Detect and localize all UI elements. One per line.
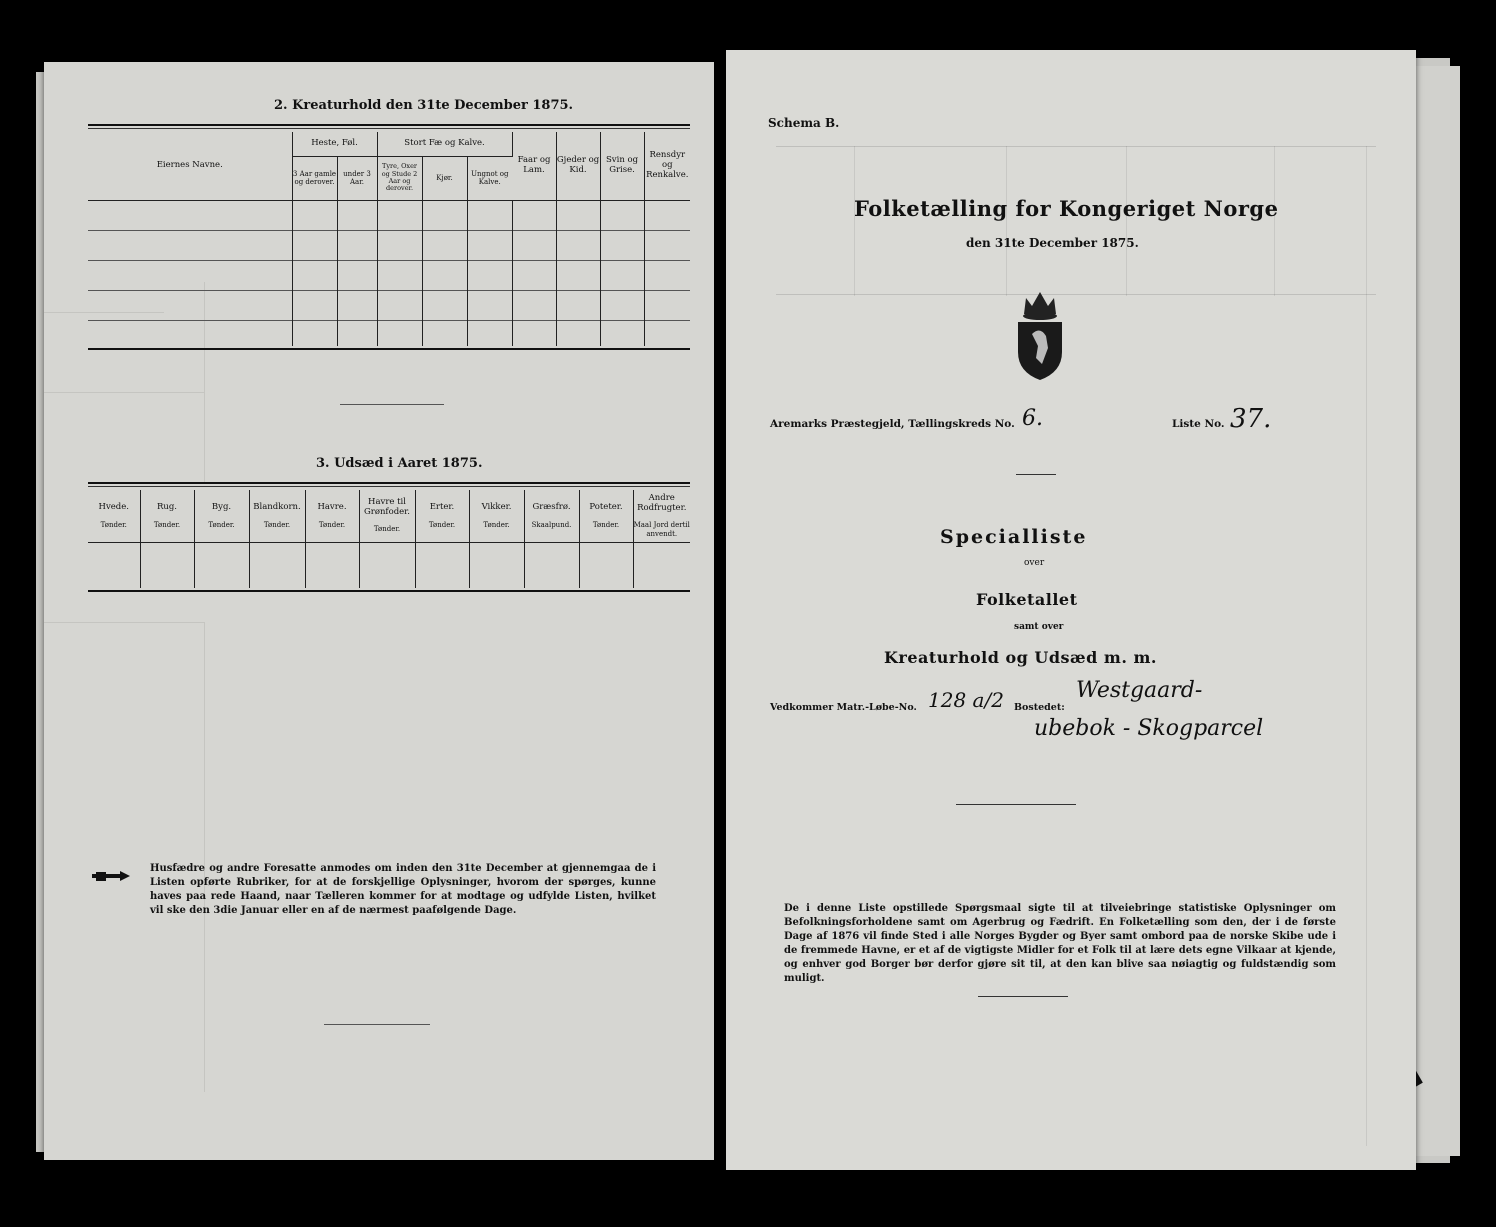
bleed-through — [44, 392, 204, 393]
parish-label: Aremarks Præstegjeld, Tællingskreds No. — [770, 418, 1015, 430]
horses-young-header: under 3 Aar. — [337, 156, 377, 200]
table-top-rule — [88, 482, 690, 484]
seed-column-header — [140, 490, 194, 542]
folketallet-title: Folketallet — [976, 590, 1078, 609]
seed-crop-label: Blandkorn. — [253, 501, 301, 512]
seed-column-header — [249, 490, 305, 542]
seed-column-header — [633, 490, 690, 542]
bleed-through — [776, 294, 1376, 295]
seed-column-header — [579, 490, 633, 542]
seed-value-cell — [415, 542, 469, 588]
bleed-through — [204, 622, 205, 1092]
horses-header: Heste, Føl. — [292, 132, 377, 156]
reindeer-header: Rensdyr og Renkalve. — [646, 150, 689, 180]
table-bottom-rule — [88, 348, 690, 350]
seed-crop-label: Rug. — [156, 501, 178, 512]
seed-unit-label: Skaalpund. — [531, 520, 572, 529]
horses-old-header: 3 Aar gamle og derover. — [292, 156, 337, 200]
table-top-rule — [88, 124, 690, 126]
coat-of-arms-icon — [1012, 286, 1068, 384]
seed-crop-label: Byg. — [211, 501, 232, 512]
goats-header: Gjeder og Kid. — [556, 132, 600, 200]
list-label: Liste No. — [1172, 418, 1225, 430]
seed-value-cell — [633, 542, 690, 588]
seed-column-header — [194, 490, 249, 542]
bostedet-line2: ubebok - Skogparcel — [1034, 716, 1264, 741]
divider — [956, 804, 1076, 805]
samt-over-text: samt over — [1014, 622, 1064, 632]
bostedet-label: Bostedet: — [1014, 702, 1065, 713]
seed-unit-label: Tønder. — [318, 520, 346, 529]
table-bottom-rule — [88, 590, 690, 592]
seed-unit-label: Tønder. — [263, 520, 291, 529]
seed-value-cell — [88, 542, 140, 588]
section2-title: 2. Kreaturhold den 31te December 1875. — [274, 98, 574, 113]
cattle-cows-header: Kjør. — [422, 156, 467, 200]
seed-unit-label: Tønder. — [428, 520, 456, 529]
divider — [324, 1024, 430, 1025]
seed-value-cell — [579, 542, 633, 588]
seed-crop-label: Andre Rodfrugter. — [637, 492, 687, 513]
over-text: over — [1024, 558, 1045, 568]
seed-crop-label: Havre til Grønfoder. — [363, 496, 410, 517]
right-page — [726, 50, 1416, 1170]
seed-unit-label: Tønder. — [373, 525, 401, 534]
seed-unit-label: Tønder. — [100, 520, 127, 529]
list-no: 37. — [1230, 404, 1272, 434]
seed-value-cell — [140, 542, 194, 588]
seed-column-header — [524, 490, 579, 542]
sheep-header: Faar og Lam. — [512, 132, 556, 200]
seed-crop-label: Poteter. — [589, 501, 623, 512]
seed-unit-label: Tønder. — [592, 520, 620, 529]
district-no: 6. — [1022, 406, 1043, 431]
seed-crop-label: Græsfrø. — [532, 501, 571, 512]
seed-crop-label: Erter. — [429, 501, 455, 512]
table-top-rule — [88, 486, 690, 487]
seed-crop-label: Vikker. — [481, 501, 512, 512]
seed-column-header — [305, 490, 359, 542]
seed-value-cell — [524, 542, 579, 588]
kreaturhold-title: Kreaturhold og Udsæd m. m. — [884, 648, 1157, 667]
table-top-rule — [88, 128, 690, 129]
section3-title: 3. Udsæd i Aaret 1875. — [316, 456, 483, 471]
cattle-young-header: Ungnot og Kalve. — [471, 169, 509, 186]
seed-column-header — [359, 490, 415, 542]
schema-label: Schema B. — [768, 116, 840, 130]
pointing-hand-icon — [90, 868, 134, 882]
bleed-through — [854, 146, 855, 296]
seed-unit-label: Tønder. — [153, 520, 181, 529]
livestock-table — [88, 132, 690, 346]
seed-value-cell — [249, 542, 305, 588]
explanation-text: De i denne Liste opstillede Spørgsmaal sigte til at tilveiebringe statistiske Oplysninger om Befolkningsforholdene samt om Agerbrug og Fædrift. En Folketælling som den, der i de første Dage af 1876 vil finde Sted i alle Norges Bygder og Byer samt ombord paa de norske Skibe ude i de fremmede Havne, er et af de vigtigste Midler for et Folk til at lære dets egne Vilkaar at kjende, og enhver god Borger bør derfor gjøre sit til, at den kan blive saa nøiagtig og fuldstændig som muligt. — [784, 903, 1336, 984]
divider — [1016, 474, 1056, 475]
pigs-header: Svin og Grise. — [600, 132, 644, 200]
seed-crop-label: Havre. — [317, 501, 347, 512]
specialliste-title: Specialliste — [940, 526, 1088, 548]
divider — [340, 404, 444, 405]
cattle-header: Stort Fæ og Kalve. — [377, 132, 512, 156]
matr-no: 128 a/2 — [928, 688, 1004, 712]
seed-value-cell — [194, 542, 249, 588]
seed-unit-label: Tønder. — [483, 520, 510, 529]
divider — [978, 996, 1068, 997]
notice-text: Husfædre og andre Foresatte anmodes om inden den 31te December at gjennemgaa de i Listen opførte Rubriker, for at de forskjellige Oplysninger, hvorom der spørges, kunne haves paa rede Haand, naar Tælleren kommer for at modtage og udfylde Listen, hvilket vil ske den 3die Januar eller en af de nærmest paafølgende Dage. — [150, 863, 656, 916]
seed-value-cell — [469, 542, 524, 588]
main-title: Folketælling for Kongeriget Norge — [854, 196, 1279, 221]
bleed-through — [1126, 146, 1127, 296]
left-page — [44, 62, 714, 1160]
bleed-through — [44, 622, 204, 623]
seed-column-header — [88, 490, 140, 542]
seed-crop-label: Hvede. — [98, 501, 129, 512]
seed-value-cell — [359, 542, 415, 588]
bleed-through — [1006, 146, 1007, 296]
seed-column-header — [469, 490, 524, 542]
owners-header: Eiernes Navne. — [88, 132, 292, 200]
seed-unit-label: Tønder. — [208, 520, 235, 529]
cattle-bulls-header: Tyre, Oxer og Stude 2 Aar og derover. — [377, 156, 422, 200]
seed-value-cell — [305, 542, 359, 588]
bleed-through — [1274, 146, 1275, 296]
bleed-through — [776, 146, 1376, 147]
matr-label: Vedkommer Matr.-Løbe-No. — [770, 702, 917, 713]
seed-column-header — [415, 490, 469, 542]
seed-unit-label: Maal Jord dertil anvendt. — [633, 521, 690, 538]
date-line: den 31te December 1875. — [966, 236, 1139, 250]
bleed-through — [1366, 146, 1367, 1146]
seed-table — [88, 490, 690, 588]
bostedet-line1: Westgaard- — [1076, 678, 1203, 703]
